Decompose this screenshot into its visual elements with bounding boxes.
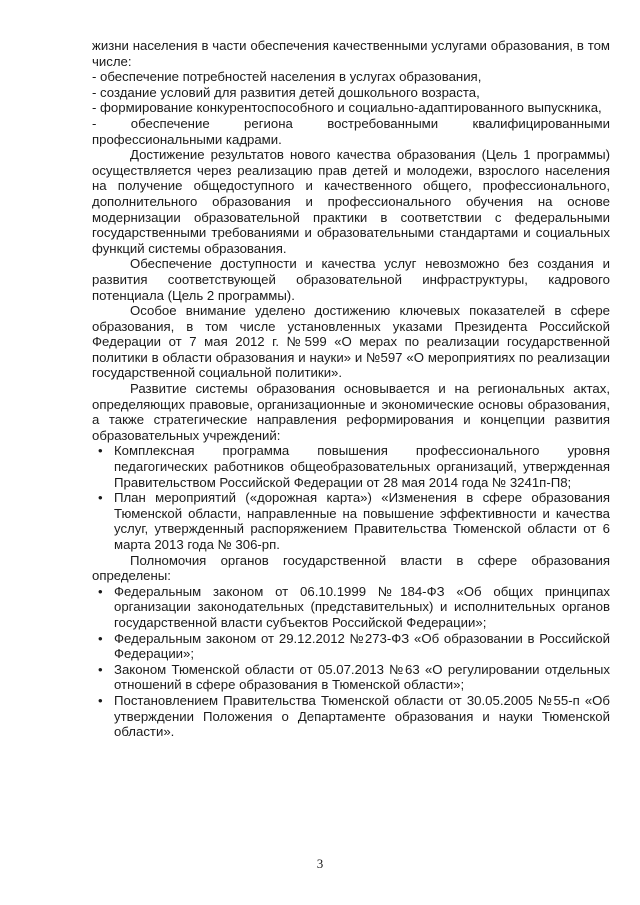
list-item-text: Комплексная программа повышения профессионального уровня педагогических работников общеобразовательных организаций, утвержденная Правительством Российской Федерации от 28 мая 2014 года № 3241п-П8; — [114, 443, 610, 490]
paragraph: Развитие системы образования основывается и на региональных актах, определяющих правовые, организационные и экономические основы образования, а также стратегические направления реформирования и концепции развития образовательных учреждений: — [92, 381, 610, 443]
list-item-text: Постановлением Правительства Тюменской области от 30.05.2005 №55-п «Об утверждении Положения о Департаменте образования и науки Тюменской области». — [114, 692, 610, 740]
paragraph: - формирование конкурентоспособного и социально-адаптированного выпускника, — [92, 100, 602, 116]
list-item-text: Законом Тюменской области от 05.07.2013 №63 «О регулировании отдельных отношений в сфере образования в Тюменской области»; — [114, 661, 610, 693]
paragraph: жизни населения в части обеспечения качественными услугами образования, в том числе: — [92, 38, 610, 69]
page-number: 3 — [316, 856, 324, 871]
list-item — [92, 443, 610, 490]
paragraph: - обеспечение региона востребованными квалифицированными профессиональными кадрами. — [92, 115, 610, 147]
bullet-icon: • — [98, 692, 103, 708]
list-item — [92, 693, 610, 740]
paragraph: Особое внимание уделено достижению ключевых показателей в сфере образования, в том числе установленных указами Президента Российской Федерации от 7 мая 2012 г. №599 «О мерах по реализации государственной политики в области образования и науки» и №597 «О мероприятиях по реализации государственной социальной политики». — [92, 303, 610, 381]
list-item — [92, 490, 610, 552]
paragraph: Достижение результатов нового качества образования (Цель 1 программы) осуществляется через реализацию прав детей и молодежи, взрослого населения на получение общедоступного и качественного общего, профессионального, дополнительного образования и профессионального обучения на основе модернизации образовательной практики в соответствии с федеральными государственными требованиями и образовательными стандартами и социальных функций системы образования. — [92, 147, 610, 256]
bullet-icon: • — [98, 630, 103, 646]
list-item — [92, 584, 610, 631]
list-item-text: Федеральным законом от 29.12.2012 №273-ФЗ «Об образовании в Российской Федерации»; — [114, 630, 610, 662]
bullet-icon: • — [98, 583, 103, 599]
paragraph: - создание условий для развития детей дошкольного возраста, — [92, 84, 480, 100]
authority-list — [92, 584, 610, 740]
document-body — [92, 38, 610, 740]
bullet-icon: • — [98, 490, 103, 506]
list-item-text: План мероприятий («дорожная карта») «Изменения в сфере образования Тюменской области, направленные на повышение эффективности и качества услуг, утвержденный распоряжением Правительства Тюменской области от 6 марта 2013 года № 306-рп. — [114, 490, 610, 552]
list-item — [92, 662, 610, 693]
paragraph: Обеспечение доступности и качества услуг невозможно без создания и развития соответствующей образовательной инфраструктуры, кадрового потенциала (Цель 2 программы). — [92, 256, 610, 303]
bullet-icon: • — [98, 443, 103, 459]
bullet-icon: • — [98, 661, 103, 677]
paragraph: Полномочия органов государственной власти в сфере образования определены: — [92, 552, 610, 584]
paragraph: - обеспечение потребностей населения в услугах образования, — [92, 69, 482, 85]
list-item-text: Федеральным законом от 06.10.1999 №184-ФЗ «Об общих принципах организации законодательных (представительных) и исполнительных органов государственной власти субъектов Российской Федерации»; — [114, 583, 610, 630]
list-item — [92, 631, 610, 662]
regional-acts-list — [92, 443, 610, 552]
